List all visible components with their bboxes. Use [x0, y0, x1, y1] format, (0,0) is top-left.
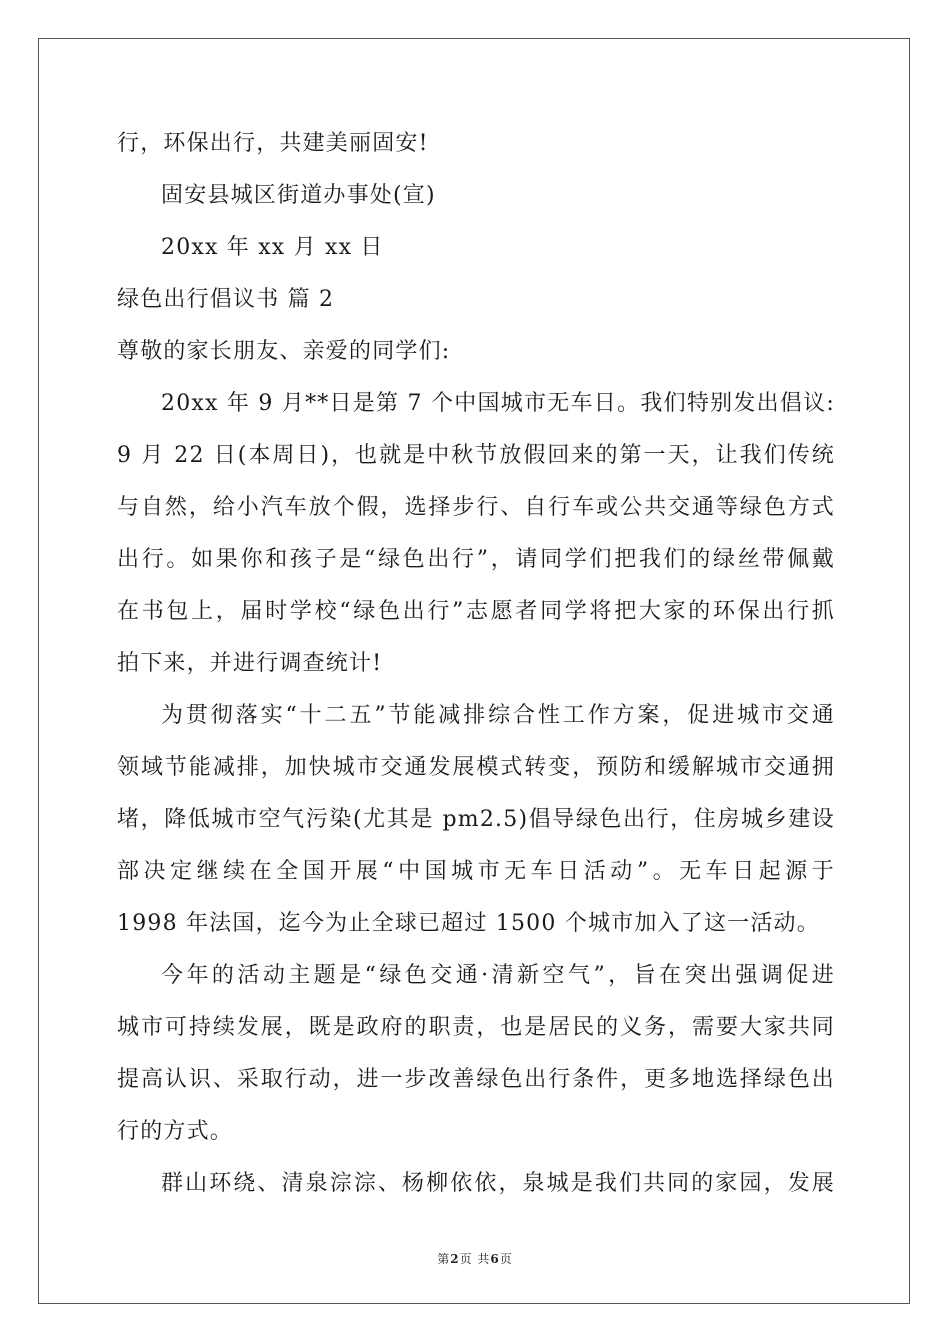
text-line: 堵，降低城市空气污染(尤其是 pm2.5)倡导绿色出行，住房城乡建设 [117, 807, 835, 832]
text-line: 城市可持续发展，既是政府的职责，也是居民的义务，需要大家共同 [117, 1015, 835, 1040]
footer-middle: 页 共 [459, 1252, 491, 1266]
text-line: 绿色出行倡议书 篇 2 [117, 287, 335, 312]
footer-suffix: 页 [499, 1252, 513, 1266]
text-line: 与自然，给小汽车放个假，选择步行、自行车或公共交通等绿色方式 [117, 495, 835, 520]
text-line: 尊敬的家长朋友、亲爱的同学们: [117, 339, 451, 364]
text-line: 领域节能减排，加快城市交通发展模式转变，预防和缓解城市交通拥 [117, 755, 835, 780]
document-body [117, 118, 835, 1210]
text-line: 行，环保出行，共建美丽固安! [117, 131, 429, 156]
text-line: 为贯彻落实“十二五”节能减排综合性工作方案，促进城市交通 [161, 703, 835, 728]
current-page-number: 2 [450, 1252, 460, 1266]
text-line: 20xx 年 9 月**日是第 7 个中国城市无车日。我们特别发出倡议: [161, 391, 835, 416]
footer-prefix: 第 [437, 1252, 451, 1266]
text-line: 群山环绕、清泉淙淙、杨柳依依，泉城是我们共同的家园，发展 [161, 1171, 835, 1196]
text-line: 9 月 22 日(本周日)，也就是中秋节放假回来的第一天，让我们传统 [117, 443, 835, 468]
text-line: 1998 年法国，迄今为止全球已超过 1500 个城市加入了这一活动。 [117, 911, 820, 936]
text-line: 拍下来，并进行调查统计! [117, 651, 383, 676]
text-line: 今年的活动主题是“绿色交通·清新空气”，旨在突出强调促进 [161, 963, 835, 988]
page-footer [0, 1250, 950, 1267]
text-line: 部决定继续在全国开展“中国城市无车日活动”。无车日起源于 [117, 859, 835, 884]
text-line: 行的方式。 [117, 1119, 234, 1144]
text-line: 出行。如果你和孩子是“绿色出行”，请同学们把我们的绿丝带佩戴 [117, 547, 835, 572]
total-pages-number: 6 [490, 1252, 500, 1266]
text-line: 提高认识、采取行动，进一步改善绿色出行条件，更多地选择绿色出 [117, 1067, 835, 1092]
text-line: 在书包上，届时学校“绿色出行”志愿者同学将把大家的环保出行抓 [117, 599, 835, 624]
text-line: 20xx 年 xx 月 xx 日 [161, 235, 384, 260]
text-line: 固安县城区街道办事处(宣) [161, 183, 436, 208]
